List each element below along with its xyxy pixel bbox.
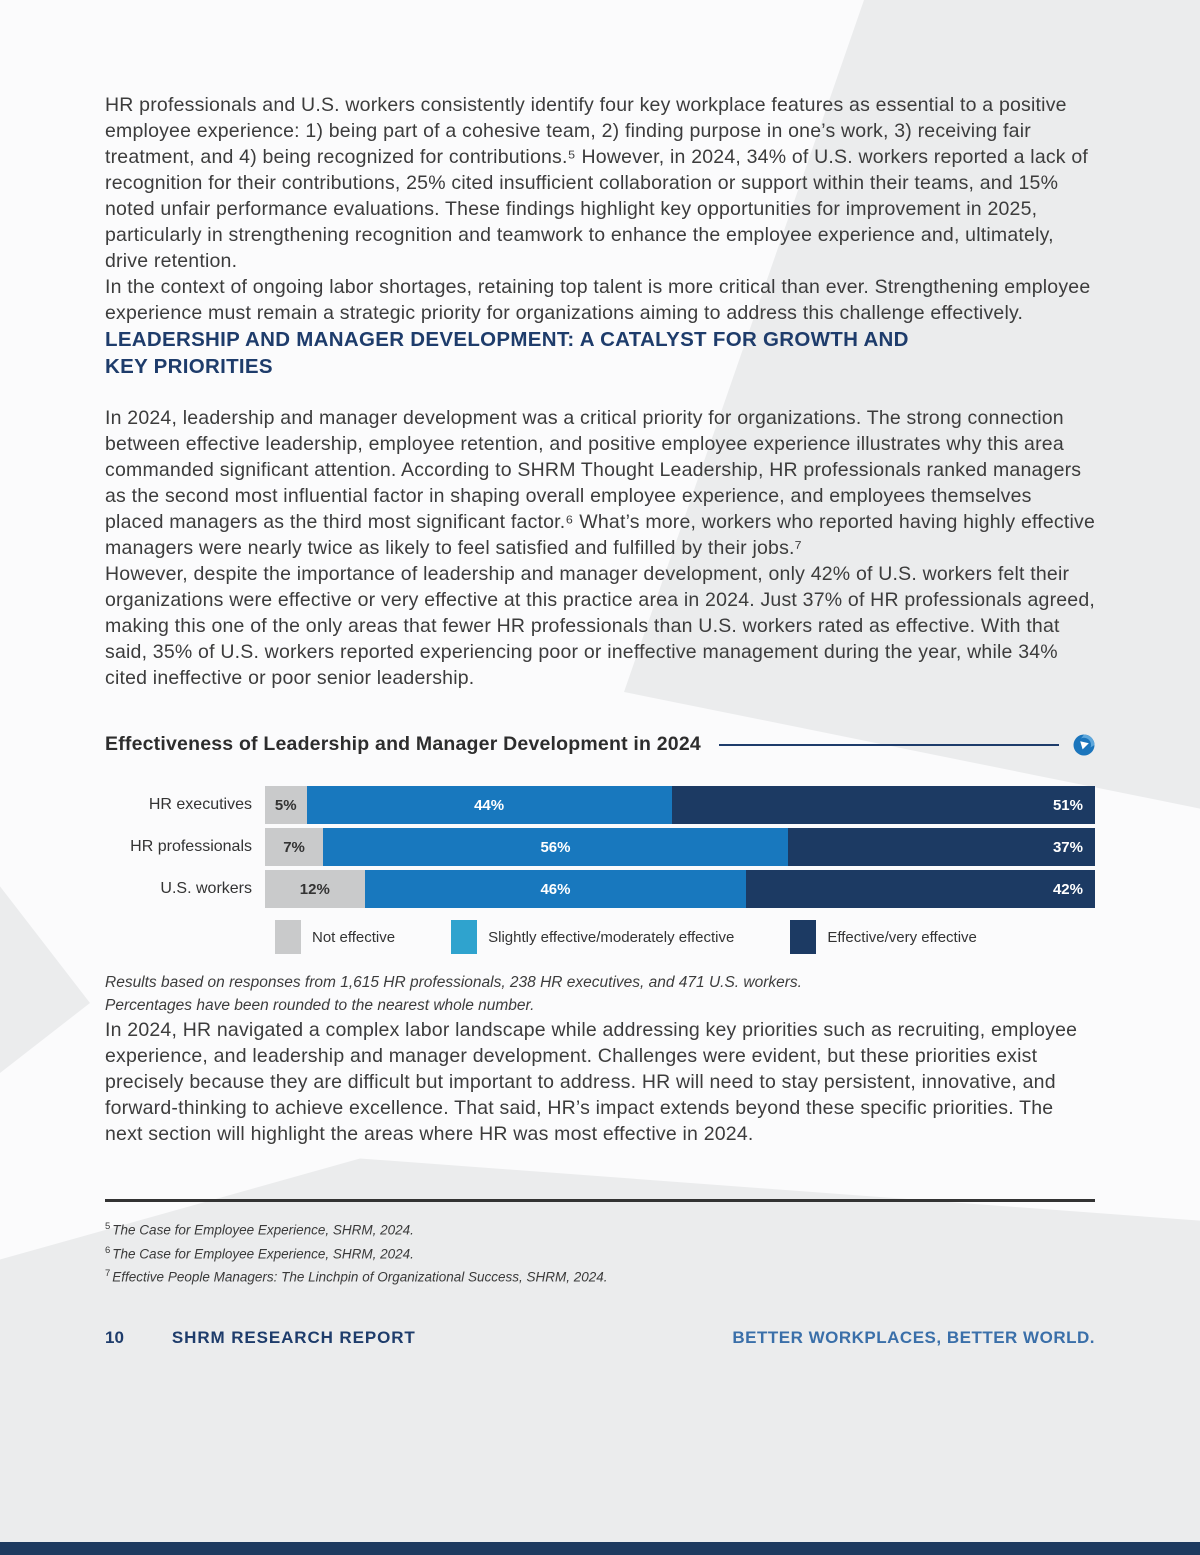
bar-label: HR professionals: [130, 838, 252, 855]
bar-segment-not-effective: 5%: [265, 786, 307, 824]
paragraph-employee-experience: HR professionals and U.S. workers consistently identify four key workplace features as essential to a positive employee experience: 1) being part of a cohesive team, 2) finding purpose in one’s work, 3) receiving fair treatment, and 4) being recognized for contributions.⁵ However, in 2024, 34% of U.S. workers reported a lack of recognition for their contributions, 25% cited insufficient collaboration or support within their teams, and 15% noted unfair performance evaluations. These findings highlight key opportunities for improvement in 2025, particularly in strengthening recognition and teamwork to enhance the employee experience and, ultimately, drive retention.: [105, 94, 1089, 272]
footnote-marker: 6: [105, 1244, 111, 1256]
chart-note: [105, 971, 1095, 1017]
legend-swatch-teal: [451, 920, 477, 954]
bar-segment-not-effective: 12%: [265, 870, 365, 908]
page-number: 10: [105, 1327, 124, 1347]
bar-segment-effective: 51%: [672, 786, 1095, 824]
paragraph-closing: In 2024, HR navigated a complex labor landscape while addressing key priorities such as recruiting, employee experience, and leadership and manager development. Challenges were evident, but these priorities exist precisely because they are difficult but important to address. HR will need to stay persistent, innovative, and forward-thinking to achieve excellence. That said, HR’s impact extends beyond these specific priorities. The next section will highlight the areas where HR was most effective in 2024.: [105, 1019, 1078, 1145]
shrm-spark-icon: [1073, 734, 1095, 756]
bar-row-hr-executives: [105, 786, 1095, 824]
bar-segment-slightly-effective: 44%: [307, 786, 672, 824]
legend-swatch-navy: [790, 920, 816, 954]
chart-note-line2: Percentages have been rounded to the nearest whole number.: [105, 997, 535, 1014]
bar-row-hr-professionals: [105, 828, 1095, 866]
chart-title: Effectiveness of Leadership and Manager Development in 2024: [105, 733, 701, 755]
section-heading-line2: KEY PRIORITIES: [105, 355, 273, 378]
footnote-text: The Case for Employee Experience, SHRM, 2024.: [112, 1222, 414, 1238]
bar-segment-effective: 42%: [746, 870, 1095, 908]
chart-title-rule: [719, 744, 1059, 746]
bar-track: [265, 828, 1095, 866]
chart-title-row: [105, 733, 1095, 756]
report-title: SHRM RESEARCH REPORT: [171, 1327, 416, 1347]
bar-segment-slightly-effective: 56%: [323, 828, 788, 866]
page-footer: [105, 1328, 1095, 1348]
bar-track: [265, 786, 1095, 824]
legend-label: Effective/very effective: [827, 928, 977, 946]
bar-row-us-workers: [105, 870, 1095, 908]
bar-track: [265, 870, 1095, 908]
section-heading-line1: LEADERSHIP AND MANAGER DEVELOPMENT: A CATALYST FOR GROWTH AND: [105, 328, 909, 351]
paragraph-leadership-priority: In 2024, leadership and manager development was a critical priority for organizations. The strong connection between effective leadership, employee retention, and positive employee experience illustrates why this area commanded significant attention. According to SHRM Thought Leadership, HR professionals ranked managers as the second most influential factor in shaping overall employee experience, and employees themselves placed managers as the third most significant factor.⁶ What’s more, workers who reported having highly effective managers were nearly twice as likely to feel satisfied and fulfilled by their jobs.⁷: [105, 407, 1096, 559]
bar-label: U.S. workers: [160, 880, 252, 897]
bar-segment-slightly-effective: 46%: [365, 870, 747, 908]
legend-item-not-effective: [275, 920, 395, 954]
legend-item-slightly-effective: [451, 920, 734, 954]
legend-item-effective: [790, 920, 977, 954]
footnote-text: Effective People Managers: The Linchpin of Organizational Success, SHRM, 2024.: [112, 1269, 608, 1285]
footnotes: [105, 1217, 1095, 1288]
legend-label: Slightly effective/moderately effective: [488, 928, 735, 946]
legend-swatch-gray: [275, 920, 301, 954]
footnote-divider: [105, 1199, 1095, 1202]
bar-label: HR executives: [148, 796, 252, 813]
bottom-navy-bar: [0, 1542, 1200, 1555]
footnote-7: [105, 1264, 1095, 1288]
footnote-marker: 7: [105, 1268, 111, 1279]
footnote-marker: 5: [105, 1221, 111, 1232]
paragraph-labor-shortages: In the context of ongoing labor shortages, retaining top talent is more critical than ever. Strengthening employee experience must remain a strategic priority for organizations aiming to address this challenge effectively.: [105, 276, 1091, 324]
footnote-5: [105, 1217, 1095, 1241]
bar-segment-effective: 37%: [788, 828, 1095, 866]
paragraph-effectiveness-stats: However, despite the importance of leadership and manager development, only 42% of U.S. workers felt their organizations were effective or very effective at this practice area in 2024. Just 37% of HR professionals agreed, making this one of the only areas that fewer HR professionals than U.S. workers rated as effective. With that said, 35% of U.S. workers reported experiencing poor or ineffective management during the year, while 34% cited ineffective or poor senior leadership.: [105, 563, 1096, 689]
stacked-bar-chart: [105, 786, 1095, 1017]
footer-tagline: BETTER WORKPLACES, BETTER WORLD.: [732, 1327, 1095, 1347]
chart-note-line1: Results based on responses from 1,615 HR professionals, 238 HR executives, and 471 U.S. workers.: [105, 974, 802, 991]
bar-segment-not-effective: 7%: [265, 828, 323, 866]
section-heading: [105, 326, 1095, 380]
footnote-text: The Case for Employee Experience, SHRM, 2024.: [112, 1246, 414, 1261]
legend-label: Not effective: [312, 928, 396, 946]
footnote-6: [105, 1241, 1095, 1265]
chart-legend: [275, 920, 1095, 954]
